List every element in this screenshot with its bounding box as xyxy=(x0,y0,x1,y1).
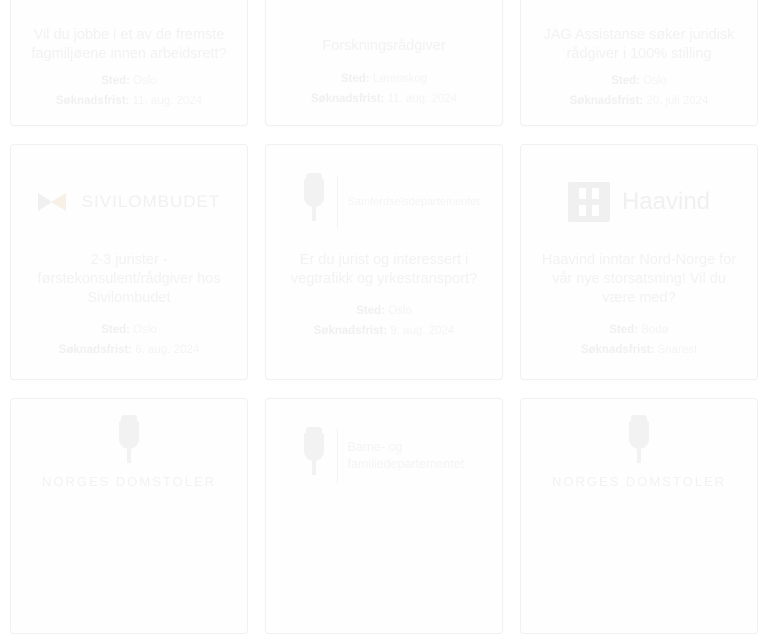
job-card[interactable] xyxy=(10,0,248,126)
job-card[interactable] xyxy=(520,0,758,126)
job-card[interactable] xyxy=(520,398,758,634)
deadline-label: Søknadsfrist: xyxy=(569,94,644,107)
deadline-value: 20. juli 2024 xyxy=(646,94,709,107)
employer-logo xyxy=(535,0,743,20)
employer-logo-barne-og-familiedepartementet xyxy=(280,413,488,499)
job-meta xyxy=(56,73,202,114)
job-location-row xyxy=(59,322,200,339)
deadline-label: Søknadsfrist: xyxy=(313,324,388,337)
barne-og-familiedepartementet-wordmark: Barne- og familiedepartementet xyxy=(347,440,465,471)
samferdselsdepartementet-wordmark: Samferdselsdepartementet xyxy=(347,195,480,208)
deadline-value: 11. aug. 2024 xyxy=(387,93,458,106)
location-label: Sted: xyxy=(340,73,370,85)
job-location-row xyxy=(581,322,697,339)
job-location-row xyxy=(314,303,455,320)
job-title: Forskningsrådgiver xyxy=(322,38,446,54)
deadline-value: 11. aug. 2024 xyxy=(132,94,203,107)
deadline-label: Søknadsfrist: xyxy=(58,343,133,356)
location-value: Oslo xyxy=(133,323,157,336)
employer-logo-norges-domstoler xyxy=(25,413,233,499)
job-location-row xyxy=(56,73,202,90)
job-meta xyxy=(570,73,709,114)
norges-domstoler-wordmark: NORGES DOMSTOLER xyxy=(41,474,217,490)
location-value: Oslo xyxy=(643,74,667,87)
employer-logo xyxy=(280,0,488,31)
job-card[interactable] xyxy=(10,398,248,634)
sivilombudet-wordmark: SIVILOMBUDET xyxy=(81,192,221,211)
location-value: Oslo xyxy=(133,74,157,87)
haavind-wordmark: Haavind xyxy=(621,188,711,215)
location-value: Bodø xyxy=(641,323,669,336)
job-title: 2-3 jurister - førstekonsulent/rådgiver hos Sivilombudet xyxy=(37,252,221,306)
location-label: Sted: xyxy=(611,74,640,87)
job-card-grid xyxy=(10,0,758,634)
job-meta xyxy=(314,303,455,344)
haavind-mark-icon xyxy=(568,182,610,222)
norwegian-coat-of-arms-icon xyxy=(301,179,327,225)
job-title: Er du jurist og interessert i vegtrafikk og yrkestransport? xyxy=(290,252,478,287)
job-deadline-row xyxy=(314,323,455,340)
job-deadline-row xyxy=(581,342,697,359)
location-label: Sted: xyxy=(609,323,639,336)
job-deadline-row xyxy=(59,342,200,359)
employer-logo-samferdselsdepartementet xyxy=(280,159,488,245)
employer-logo xyxy=(25,0,233,20)
location-label: Sted: xyxy=(356,304,385,317)
norwegian-coat-of-arms-icon xyxy=(626,421,652,467)
job-title: Vil du jobbe i et av de fremste fagmiljøene innen arbeidsrett? xyxy=(31,27,227,63)
location-label: Sted: xyxy=(101,323,130,336)
location-label: Sted: xyxy=(101,74,130,87)
deadline-label: Søknadsfrist: xyxy=(310,93,385,106)
deadline-label: Søknadsfrist: xyxy=(580,343,655,356)
deadline-label: Søknadsfrist: xyxy=(55,94,130,107)
logo-divider xyxy=(337,175,338,229)
job-card[interactable] xyxy=(265,144,503,380)
sivilombudet-mark-icon xyxy=(38,191,72,213)
job-title: Haavind inntar Nord-Norge for vår nye storsatsning! Vil du være med? xyxy=(541,252,737,306)
location-value: Lørenskog xyxy=(372,73,428,85)
job-location-row xyxy=(570,73,709,90)
logo-divider xyxy=(337,429,338,483)
job-title: JAG Assistanse søker juridisk rådgiver i 100% stilling xyxy=(543,27,735,63)
job-card[interactable] xyxy=(265,0,503,126)
employer-logo-sivilombudet xyxy=(25,159,233,245)
job-card[interactable] xyxy=(10,144,248,380)
job-deadline-row xyxy=(570,93,709,110)
employer-logo-norges-domstoler xyxy=(535,413,743,499)
job-meta xyxy=(311,71,457,112)
job-deadline-row xyxy=(56,93,202,110)
job-meta xyxy=(581,322,697,363)
norwegian-coat-of-arms-icon xyxy=(116,421,142,467)
norwegian-coat-of-arms-icon xyxy=(301,433,327,479)
deadline-value: Snarest xyxy=(657,343,698,356)
job-location-row xyxy=(311,71,457,88)
norges-domstoler-wordmark: NORGES DOMSTOLER xyxy=(551,474,727,490)
job-card[interactable] xyxy=(265,398,503,634)
job-meta xyxy=(59,322,200,363)
location-value: Oslo xyxy=(388,304,412,317)
job-deadline-row xyxy=(311,91,457,108)
employer-logo-haavind xyxy=(535,159,743,245)
deadline-value: 9. aug. 2024 xyxy=(390,324,455,337)
job-card[interactable] xyxy=(520,144,758,380)
deadline-value: 6. aug. 2024 xyxy=(135,343,200,356)
